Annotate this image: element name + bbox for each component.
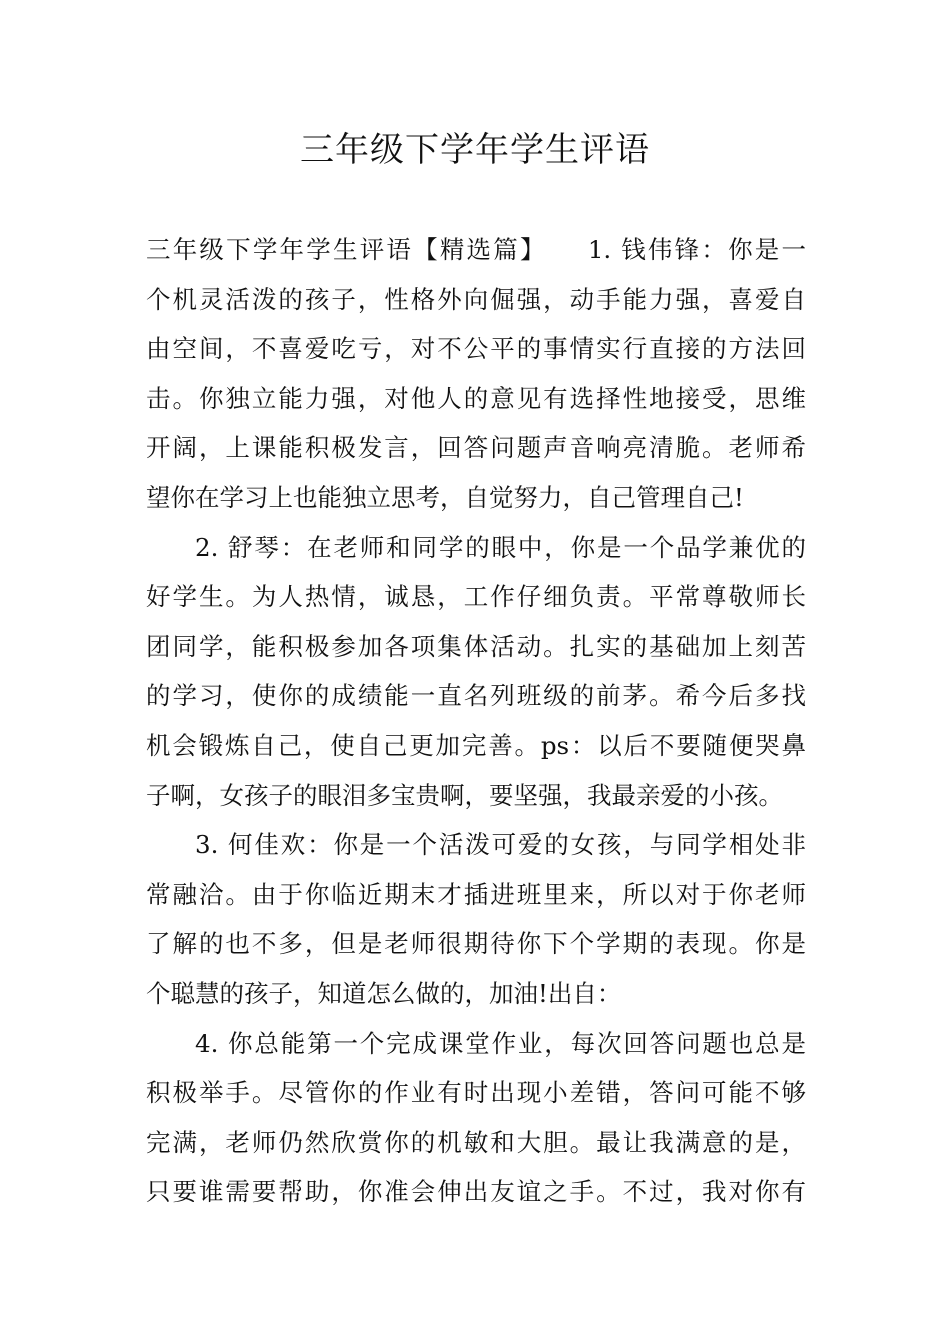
text-line: 4. 你总能第一个完成课堂作业，每次回答问题也总是 <box>195 1028 806 1058</box>
text-line: 子啊，女孩子的眼泪多宝贵啊，要坚强，我最亲爱的小孩。 <box>146 780 783 810</box>
text-line: 3. 何佳欢：你是一个活泼可爱的女孩，与同学相处非 <box>195 830 806 860</box>
document-body <box>146 225 806 1217</box>
text-line: 好学生。为人热情，诚恳，工作仔细负责。平常尊敬师长 <box>146 582 806 612</box>
text-line: 机会锻炼自己，使自己更加完善。ps：以后不要随便哭鼻 <box>146 730 806 760</box>
text-line: 个聪慧的孩子，知道怎么做的，加油!出自： <box>146 978 622 1008</box>
text-line: 个机灵活泼的孩子，性格外向倔强，动手能力强，喜爱自 <box>146 284 806 314</box>
text-line: 由空间，不喜爱吃亏，对不公平的事情实行直接的方法回 <box>146 334 806 364</box>
text-line: 只要谁需要帮助，你准会伸出友谊之手。不过，我对你有 <box>146 1177 806 1207</box>
text-line: 三年级下学年学生评语【精选篇】 1. 钱伟锋：你是一 <box>146 235 806 264</box>
text-line: 望你在学习上也能独立思考，自觉努力，自己管理自己! <box>146 482 744 512</box>
text-line: 了解的也不多，但是老师很期待你下个学期的表现。你是 <box>146 929 806 959</box>
document-title: 三年级下学年学生评语 <box>300 130 650 170</box>
text-line: 完满，老师仍然欣赏你的机敏和大胆。最让我满意的是， <box>146 1127 806 1157</box>
text-line: 击。你独立能力强，对他人的意见有选择性地接受，思维 <box>146 383 806 413</box>
text-line: 团同学，能积极参加各项集体活动。扎实的基础加上刻苦 <box>146 631 806 661</box>
text-line: 积极举手。尽管你的作业有时出现小差错，答问可能不够 <box>146 1078 806 1108</box>
text-line: 常融洽。由于你临近期末才插进班里来，所以对于你老师 <box>146 879 806 909</box>
text-line: 开阔，上课能积极发言，回答问题声音响亮清脆。老师希 <box>146 433 806 463</box>
text-line: 的学习，使你的成绩能一直名列班级的前茅。希今后多找 <box>146 681 806 711</box>
text-line: 2. 舒琴：在老师和同学的眼中，你是一个品学兼优的 <box>195 532 806 562</box>
